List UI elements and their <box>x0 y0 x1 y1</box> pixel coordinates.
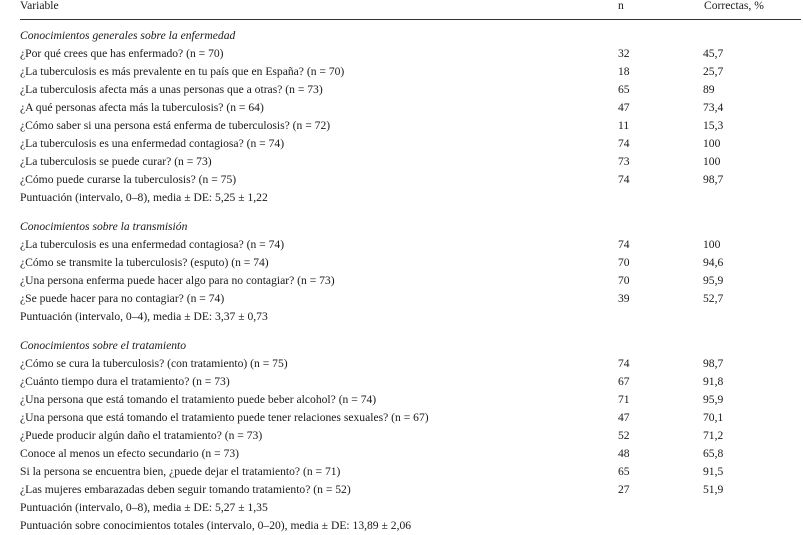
row-question: ¿La tuberculosis afecta más a unas personas que a otras? (n = 73) <box>20 83 323 96</box>
table-row <box>20 427 803 445</box>
row-n: 74 <box>618 357 630 370</box>
row-n: 32 <box>618 47 630 60</box>
row-percent: 70,1 <box>703 411 724 424</box>
header-correct: Correctas, % <box>704 0 764 12</box>
row-n: 48 <box>618 447 630 460</box>
row-question: ¿Por qué crees que has enfermado? (n = 70) <box>20 47 224 60</box>
row-question: Conoce al menos un efecto secundario (n = 73) <box>20 447 240 460</box>
table-row <box>20 99 803 117</box>
row-question: ¿Las mujeres embarazadas deben seguir tomando tratamiento? (n = 52) <box>20 483 351 496</box>
row-n: 18 <box>618 65 630 78</box>
table-row <box>20 81 803 99</box>
row-n: 71 <box>618 393 630 406</box>
section-title-text: Conocimientos generales sobre la enfermedad <box>20 29 236 42</box>
row-question: Si la persona se encuentra bien, ¿puede dejar el tratamiento? (n = 71) <box>20 465 341 478</box>
table-row <box>20 63 803 81</box>
row-question: ¿La tuberculosis es más prevalente en tu país que en España? (n = 70) <box>20 65 345 78</box>
row-question: ¿Se puede hacer para no contagiar? (n = 74) <box>20 292 225 305</box>
table-row <box>20 463 803 481</box>
table-row <box>20 135 803 153</box>
section-title-text: Conocimientos sobre la transmisión <box>20 220 188 233</box>
row-percent: 100 <box>703 238 721 251</box>
row-question: ¿Una persona enferma puede hacer algo para no contagiar? (n = 73) <box>20 274 335 287</box>
row-question: ¿La tuberculosis es una enfermedad contagiosa? (n = 74) <box>20 238 285 251</box>
row-n: 70 <box>618 274 630 287</box>
section-score-text: Puntuación (intervalo, 0–8), media ± DE: 5,25 ± 1,22 <box>20 191 268 204</box>
row-n: 74 <box>618 173 630 186</box>
header-rule <box>20 19 801 20</box>
total-score <box>20 517 803 535</box>
table-header <box>20 0 803 15</box>
row-question: ¿Cuánto tiempo dura el tratamiento? (n = 73) <box>20 375 230 388</box>
table-row <box>20 445 803 463</box>
row-n: 47 <box>618 101 630 114</box>
row-percent: 95,9 <box>703 274 724 287</box>
row-question: ¿Cómo puede curarse la tuberculosis? (n = 75) <box>20 173 237 186</box>
row-percent: 45,7 <box>703 47 724 60</box>
row-percent: 98,7 <box>703 357 724 370</box>
header-n: n <box>618 0 624 12</box>
row-percent: 94,6 <box>703 256 724 269</box>
row-n: 74 <box>618 238 630 251</box>
row-percent: 52,7 <box>703 292 724 305</box>
row-percent: 65,8 <box>703 447 724 460</box>
row-question: ¿La tuberculosis se puede curar? (n = 73) <box>20 155 212 168</box>
table-row <box>20 355 803 373</box>
row-n: 52 <box>618 429 630 442</box>
row-percent: 91,5 <box>703 465 724 478</box>
row-n: 65 <box>618 83 630 96</box>
table-row <box>20 272 803 290</box>
row-question: ¿Una persona que está tomando el tratamiento puede beber alcohol? (n = 74) <box>20 393 377 406</box>
row-question: ¿Cómo se cura la tuberculosis? (con tratamiento) (n = 75) <box>20 357 288 370</box>
row-percent: 73,4 <box>703 101 724 114</box>
row-n: 47 <box>618 411 630 424</box>
row-percent: 89 <box>703 83 715 96</box>
section-title <box>20 218 803 236</box>
section-score <box>20 308 803 326</box>
section-score <box>20 189 803 207</box>
row-percent: 15,3 <box>703 119 724 132</box>
row-n: 39 <box>618 292 630 305</box>
table-row <box>20 153 803 171</box>
table-row <box>20 254 803 272</box>
row-n: 65 <box>618 465 630 478</box>
row-n: 67 <box>618 375 630 388</box>
row-question: ¿La tuberculosis es una enfermedad contagiosa? (n = 74) <box>20 137 285 150</box>
row-percent: 95,9 <box>703 393 724 406</box>
header-variable: Variable <box>20 0 59 12</box>
row-n: 70 <box>618 256 630 269</box>
section-score-text: Puntuación (intervalo, 0–4), media ± DE: 3,37 ± 0,73 <box>20 310 268 323</box>
section-title <box>20 27 803 45</box>
total-score-text: Puntuación sobre conocimientos totales (intervalo, 0–20), media ± DE: 13,89 ± 2,06 <box>20 519 412 532</box>
row-question: ¿Una persona que está tomando el tratamiento puede tener relaciones sexuales? (n = 67) <box>20 411 429 424</box>
row-question: ¿Cómo se transmite la tuberculosis? (esputo) (n = 74) <box>20 256 269 269</box>
row-n: 73 <box>618 155 630 168</box>
row-percent: 51,9 <box>703 483 724 496</box>
row-percent: 91,8 <box>703 375 724 388</box>
table-row <box>20 171 803 189</box>
row-percent: 100 <box>703 155 721 168</box>
table-row <box>20 290 803 308</box>
table-row <box>20 236 803 254</box>
section-title-text: Conocimientos sobre el tratamiento <box>20 339 187 352</box>
section-score <box>20 499 803 517</box>
row-percent: 71,2 <box>703 429 724 442</box>
section-score-text: Puntuación (intervalo, 0–8), media ± DE: 5,27 ± 1,35 <box>20 501 268 514</box>
table-row <box>20 45 803 63</box>
table-row <box>20 409 803 427</box>
row-n: 11 <box>618 119 630 132</box>
table-row <box>20 117 803 135</box>
row-n: 27 <box>618 483 630 496</box>
row-percent: 98,7 <box>703 173 724 186</box>
table-row <box>20 481 803 499</box>
table-row <box>20 373 803 391</box>
row-percent: 25,7 <box>703 65 724 78</box>
row-percent: 100 <box>703 137 721 150</box>
row-question: ¿Puede producir algún daño el tratamiento? (n = 73) <box>20 429 263 442</box>
row-question: ¿A qué personas afecta más la tuberculosis? (n = 64) <box>20 101 264 114</box>
row-n: 74 <box>618 137 630 150</box>
table-row <box>20 391 803 409</box>
section-title <box>20 337 803 355</box>
row-question: ¿Cómo saber si una persona está enferma de tuberculosis? (n = 72) <box>20 119 331 132</box>
